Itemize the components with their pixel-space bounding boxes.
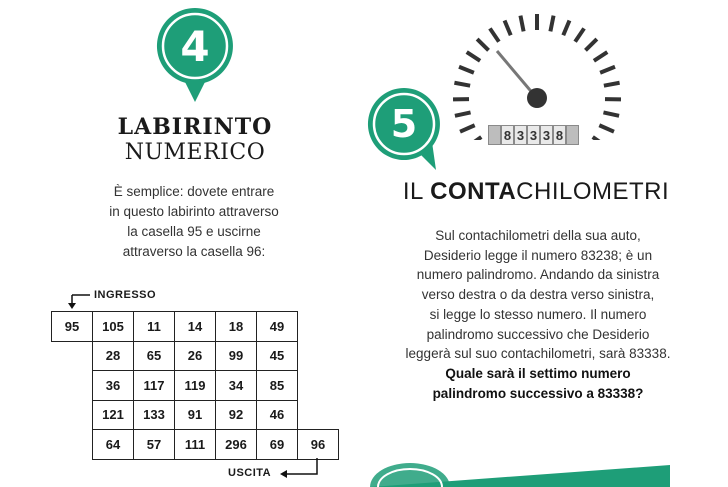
odometer-digit: 3 [527,125,540,145]
number-maze [51,311,338,458]
title5-bold: CONTA [430,178,517,205]
odometer-cap [488,125,501,145]
odometer-cap [566,125,579,145]
intro-line: È semplice: dovete entrare [113,184,275,199]
badge-5-number: 5 [390,102,418,146]
maze-cell: 36 [92,370,134,401]
puzzle4-title [80,114,310,166]
badge-5 [366,86,442,172]
exit-label: USCITA [228,467,272,479]
intro-line: la casella 95 e uscirne [127,224,261,239]
next-section-band [370,457,690,487]
maze-cell: 111 [174,429,216,460]
maze-cell: 296 [215,429,257,460]
badge-4-number: 4 [180,22,210,71]
odometer-digit: 3 [514,125,527,145]
maze-cell: 46 [256,400,298,431]
puzzle5-text [388,226,688,403]
exit-arrow-icon [278,458,322,480]
maze-cell: 105 [92,311,134,342]
speedometer-icon [447,5,627,140]
text-line: leggerà sul suo contachilometri, sarà 83338. [405,346,671,362]
maze-cell: 64 [92,429,134,460]
maze-cell: 45 [256,341,298,372]
maze-cell: 26 [174,341,216,372]
title5-post: CHILOMETRI [516,178,670,205]
maze-cell: 133 [133,400,175,431]
maze-cell: 11 [133,311,175,342]
badge-4 [155,6,235,104]
maze-cell: 18 [215,311,257,342]
text-line: palindromo successivo che Desiderio [426,326,650,342]
maze-cell: 69 [256,429,298,460]
maze-cell: 92 [215,400,257,431]
text-line: Desiderio legge il numero 83238; è un [423,247,653,263]
maze-cell: 85 [256,370,298,401]
text-line: Sul contachilometri della sua auto, [435,228,641,243]
question-line: Quale sarà il settimo numero [445,365,631,381]
maze-cell: 117 [133,370,175,401]
puzzle4-title-bold: LABIRINTO [117,114,273,140]
maze-cell: 28 [92,341,134,372]
maze-cell: 65 [133,341,175,372]
maze-cell: 99 [215,341,257,372]
maze-cell: 96 [297,429,339,460]
title5-pre: IL [402,178,431,205]
puzzle4-intro [92,182,296,262]
entry-arrow-icon [62,289,92,311]
maze-cell: 95 [51,311,93,342]
intro-line: attraverso la casella 96: [122,244,266,259]
text-line: numero palindromo. Andando da sinistra [416,267,660,283]
maze-cell: 14 [174,311,216,342]
maze-cell: 34 [215,370,257,401]
odometer-digit: 8 [553,125,566,145]
maze-cell: 91 [174,400,216,431]
maze-cell: 57 [133,429,175,460]
maze-cell: 121 [92,400,134,431]
odometer-digit: 8 [501,125,514,145]
maze-cell: 49 [256,311,298,342]
puzzle4-title-regular: NUMERICO [124,140,266,165]
entry-label: INGRESSO [94,289,157,301]
text-line: si legge lo stesso numero. Il numero [429,306,647,322]
text-line: verso destra o da destra verso sinistra, [421,287,655,303]
intro-line: in questo labirinto attraverso [109,204,279,219]
puzzle5-title [380,178,692,206]
odometer-digit: 3 [540,125,553,145]
question-line: palindromo successivo a 83338? [432,385,644,401]
maze-cell: 119 [174,370,216,401]
odometer [488,125,580,147]
